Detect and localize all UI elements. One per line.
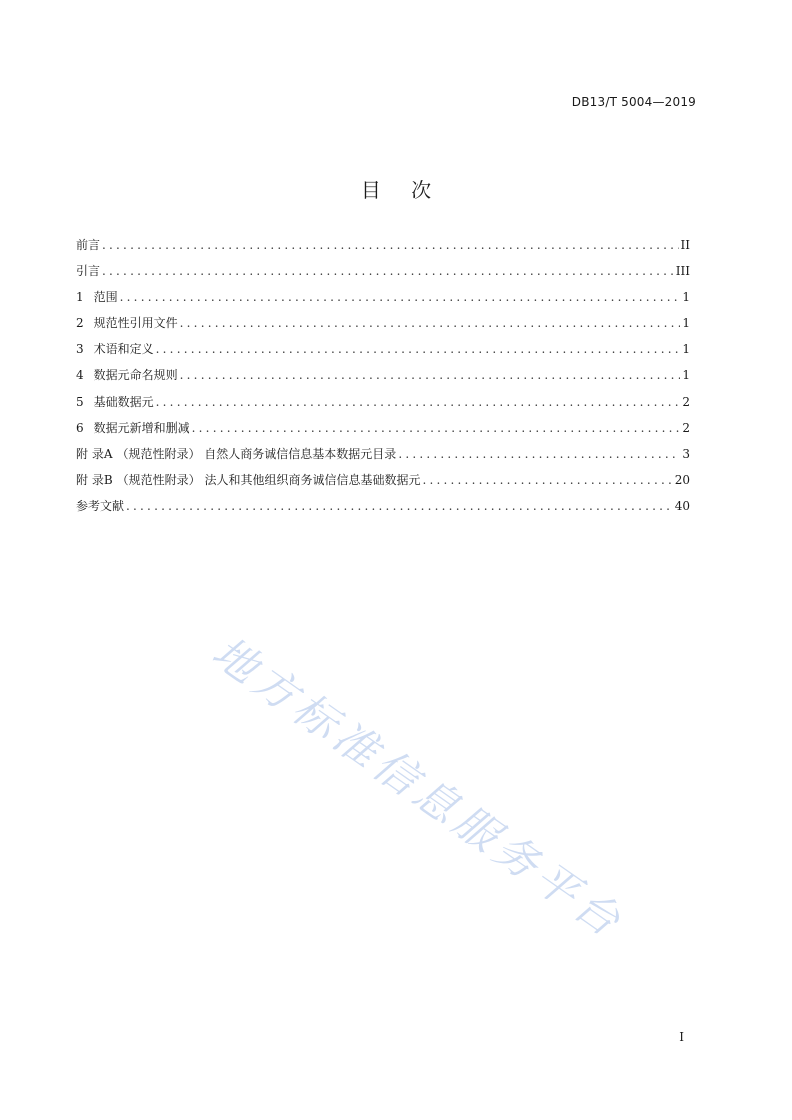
toc-entry-label — [76, 340, 154, 357]
toc-entry-foreword[interactable] — [76, 236, 690, 262]
toc-entry-text: （规范性附录） 自然人商务诚信信息基本数据元目录 — [116, 446, 397, 461]
toc-entry-number: 1 — [76, 290, 84, 305]
toc-entry-text: 基础数据元 — [93, 394, 154, 409]
toc-entry-text: （规范性附录） 法人和其他组织商务诚信信息基础数据元 — [116, 472, 421, 487]
toc-entry-normative-references[interactable] — [76, 314, 690, 340]
toc-entry-page: 1 — [682, 342, 690, 357]
toc-entry-page: 1 — [682, 290, 690, 305]
toc-entry-introduction[interactable] — [76, 262, 690, 288]
table-of-contents — [76, 236, 690, 523]
toc-entry-label — [76, 314, 178, 331]
toc-entry-page: 2 — [682, 420, 690, 435]
toc-entry-terms-definitions[interactable] — [76, 340, 690, 366]
toc-entry-label — [76, 236, 100, 253]
watermark: 地方标准信息服务平台 — [202, 627, 634, 950]
toc-entry-page: 2 — [682, 394, 690, 409]
toc-entry-page: 1 — [682, 368, 690, 383]
toc-entry-scope[interactable] — [76, 288, 690, 314]
dot-leader — [180, 316, 681, 330]
toc-entry-label — [76, 471, 420, 488]
toc-entry-appendix-b[interactable] — [76, 471, 690, 497]
toc-entry-basic-data-elements[interactable] — [76, 393, 690, 419]
toc-entry-number: 4 — [76, 368, 84, 383]
toc-entry-bibliography[interactable] — [76, 497, 690, 523]
toc-entry-page: III — [675, 264, 690, 279]
page-number: I — [679, 1030, 684, 1044]
toc-entry-label — [76, 393, 154, 410]
toc-entry-text: 规范性引用文件 — [93, 316, 178, 331]
dot-leader — [192, 421, 681, 435]
toc-entry-appendix-a[interactable] — [76, 445, 690, 471]
dot-leader — [156, 395, 681, 409]
toc-entry-number: 6 — [76, 420, 84, 435]
toc-entry-number: 3 — [76, 342, 84, 357]
toc-entry-add-remove[interactable] — [76, 419, 690, 445]
dot-leader — [156, 342, 681, 356]
toc-entry-number: 附 录A — [76, 446, 113, 461]
toc-entry-label — [76, 288, 118, 305]
toc-entry-label — [76, 419, 190, 436]
toc-entry-number: 2 — [76, 316, 84, 331]
dot-leader — [102, 238, 679, 252]
toc-entry-text: 参考文献 — [76, 498, 125, 513]
toc-title: 目 次 — [360, 178, 444, 202]
toc-entry-text: 术语和定义 — [93, 342, 154, 357]
toc-entry-label — [76, 497, 124, 514]
toc-entry-number: 附 录B — [76, 472, 113, 487]
dot-leader — [102, 264, 674, 278]
toc-entry-naming-rules[interactable] — [76, 366, 690, 392]
toc-entry-text: 数据元新增和删减 — [93, 420, 190, 435]
toc-entry-page: 3 — [682, 446, 690, 461]
dot-leader — [180, 368, 681, 382]
dot-leader — [126, 499, 673, 513]
toc-entry-text: 前言 — [76, 238, 101, 252]
toc-entry-text: 数据元命名规则 — [93, 368, 178, 383]
toc-entry-label — [76, 366, 178, 383]
toc-entry-text: 引言 — [76, 264, 101, 279]
toc-entry-page: 1 — [682, 316, 690, 331]
toc-entry-label — [76, 445, 396, 462]
standard-code: DB13/T 5004—2019 — [571, 95, 696, 109]
toc-entry-page: 20 — [674, 472, 690, 487]
toc-entry-label — [76, 262, 100, 279]
dot-leader — [398, 447, 680, 461]
toc-entry-number: 5 — [76, 394, 84, 409]
toc-entry-page: 40 — [674, 498, 690, 513]
dot-leader — [422, 473, 672, 487]
toc-entry-text: 范围 — [93, 290, 118, 305]
dot-leader — [120, 290, 681, 304]
toc-entry-page: II — [680, 238, 690, 252]
